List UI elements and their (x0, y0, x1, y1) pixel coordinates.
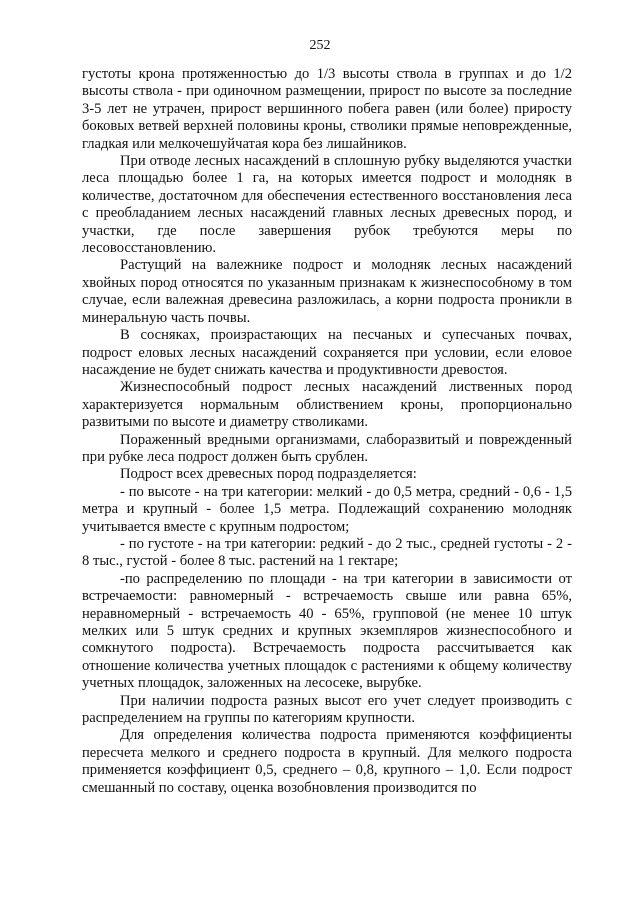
document-body (82, 66, 572, 797)
paragraph-8: - по высоте - на три категории: мелкий - до 0,5 метра, средний - 0,6 - 1,5 метра и крупный - более 1,5 метра. Подлежащий сохранению молодняк учитывается вместе с крупным подростом; (82, 483, 572, 535)
paragraph-5: Жизнеспособный подрост лесных насаждений лиственных пород характеризуется нормальным облиствением кроны, пропорционально развитыми по высоте и диаметру стволиками. (82, 379, 572, 431)
paragraph-3: Растущий на валежнике подрост и молодняк лесных насаждений хвойных пород относятся по указанным признакам к жизнеспособному в том случае, если валежная древесина разложилась, а корни подроста проникли в минеральную часть почвы. (82, 257, 572, 326)
paragraph-12: Для определения количества подроста применяются коэффициенты пересчета мелкого и среднего подроста в крупный. Для мелкого подроста применяется коэффициент 0,5, среднего – 0,8, крупного – 1,0. Если подрост смешанный по составу, оценка возобновления производится по (82, 727, 572, 796)
page-number: 252 (309, 38, 331, 53)
paragraph-4: В сосняках, произрастающих на песчаных и супесчаных почвах, подрост еловых лесных насаждений сохраняется при условии, если еловое насаждение не будет снижать качества и продуктивности древостоя. (82, 327, 572, 378)
paragraph-6: Пораженный вредными организмами, слаборазвитый и поврежденный при рубке леса подрост должен быть срублен. (82, 431, 572, 465)
paragraph-2: При отводе лесных насаждений в сплошную рубку выделяются участки леса площадью более 1 га, на которых имеется подрост и молодняк в количестве, достаточном для обеспечения естественного восстановления леса с преобладанием лесных насаждений главных лесных древесных пород, и участки, где после завершения рубок требуются меры по лесовосстановлению. (82, 153, 572, 257)
paragraph-9: - по густоте - на три категории: редкий - до 2 тыс., средней густоты - 2 - 8 тыс., густой - более 8 тыс. растений на 1 гектаре; (82, 535, 572, 570)
paragraph-7: Подрост всех древесных пород подразделяется: (120, 466, 417, 483)
paragraph-11: При наличии подроста разных высот его учет следует производить с распределением на группы по категориям крупности. (82, 692, 572, 727)
paragraph-10: -по распределению по площади - на три категории в зависимости от встречаемости: равномерный - встречаемость свыше или равна 65%, неравномерный - встречаемость 40 - 65%, групповой (не менее 10 штук мелких или 5 штук средних и крупных экземпляров жизнеспособного и сомкнутого подроста). Встречаемость подроста рассчитывается как отношение количества учетных площадок с растениями к общему количеству учетных площадок, заложенных на лесосеке, вырубке. (82, 570, 572, 692)
paragraph-1: густоты крона протяженностью до 1/3 высоты ствола в группах и до 1/2 высоты ствола - при одиночном размещении, прирост по высоте за последние 3-5 лет не утрачен, прирост вершинного побега равен (или более) приросту боковых ветвей верхней половины кроны, стволики прямые неповрежденные, гладкая или мелкочешуйчатая кора без лишайников. (82, 66, 572, 152)
